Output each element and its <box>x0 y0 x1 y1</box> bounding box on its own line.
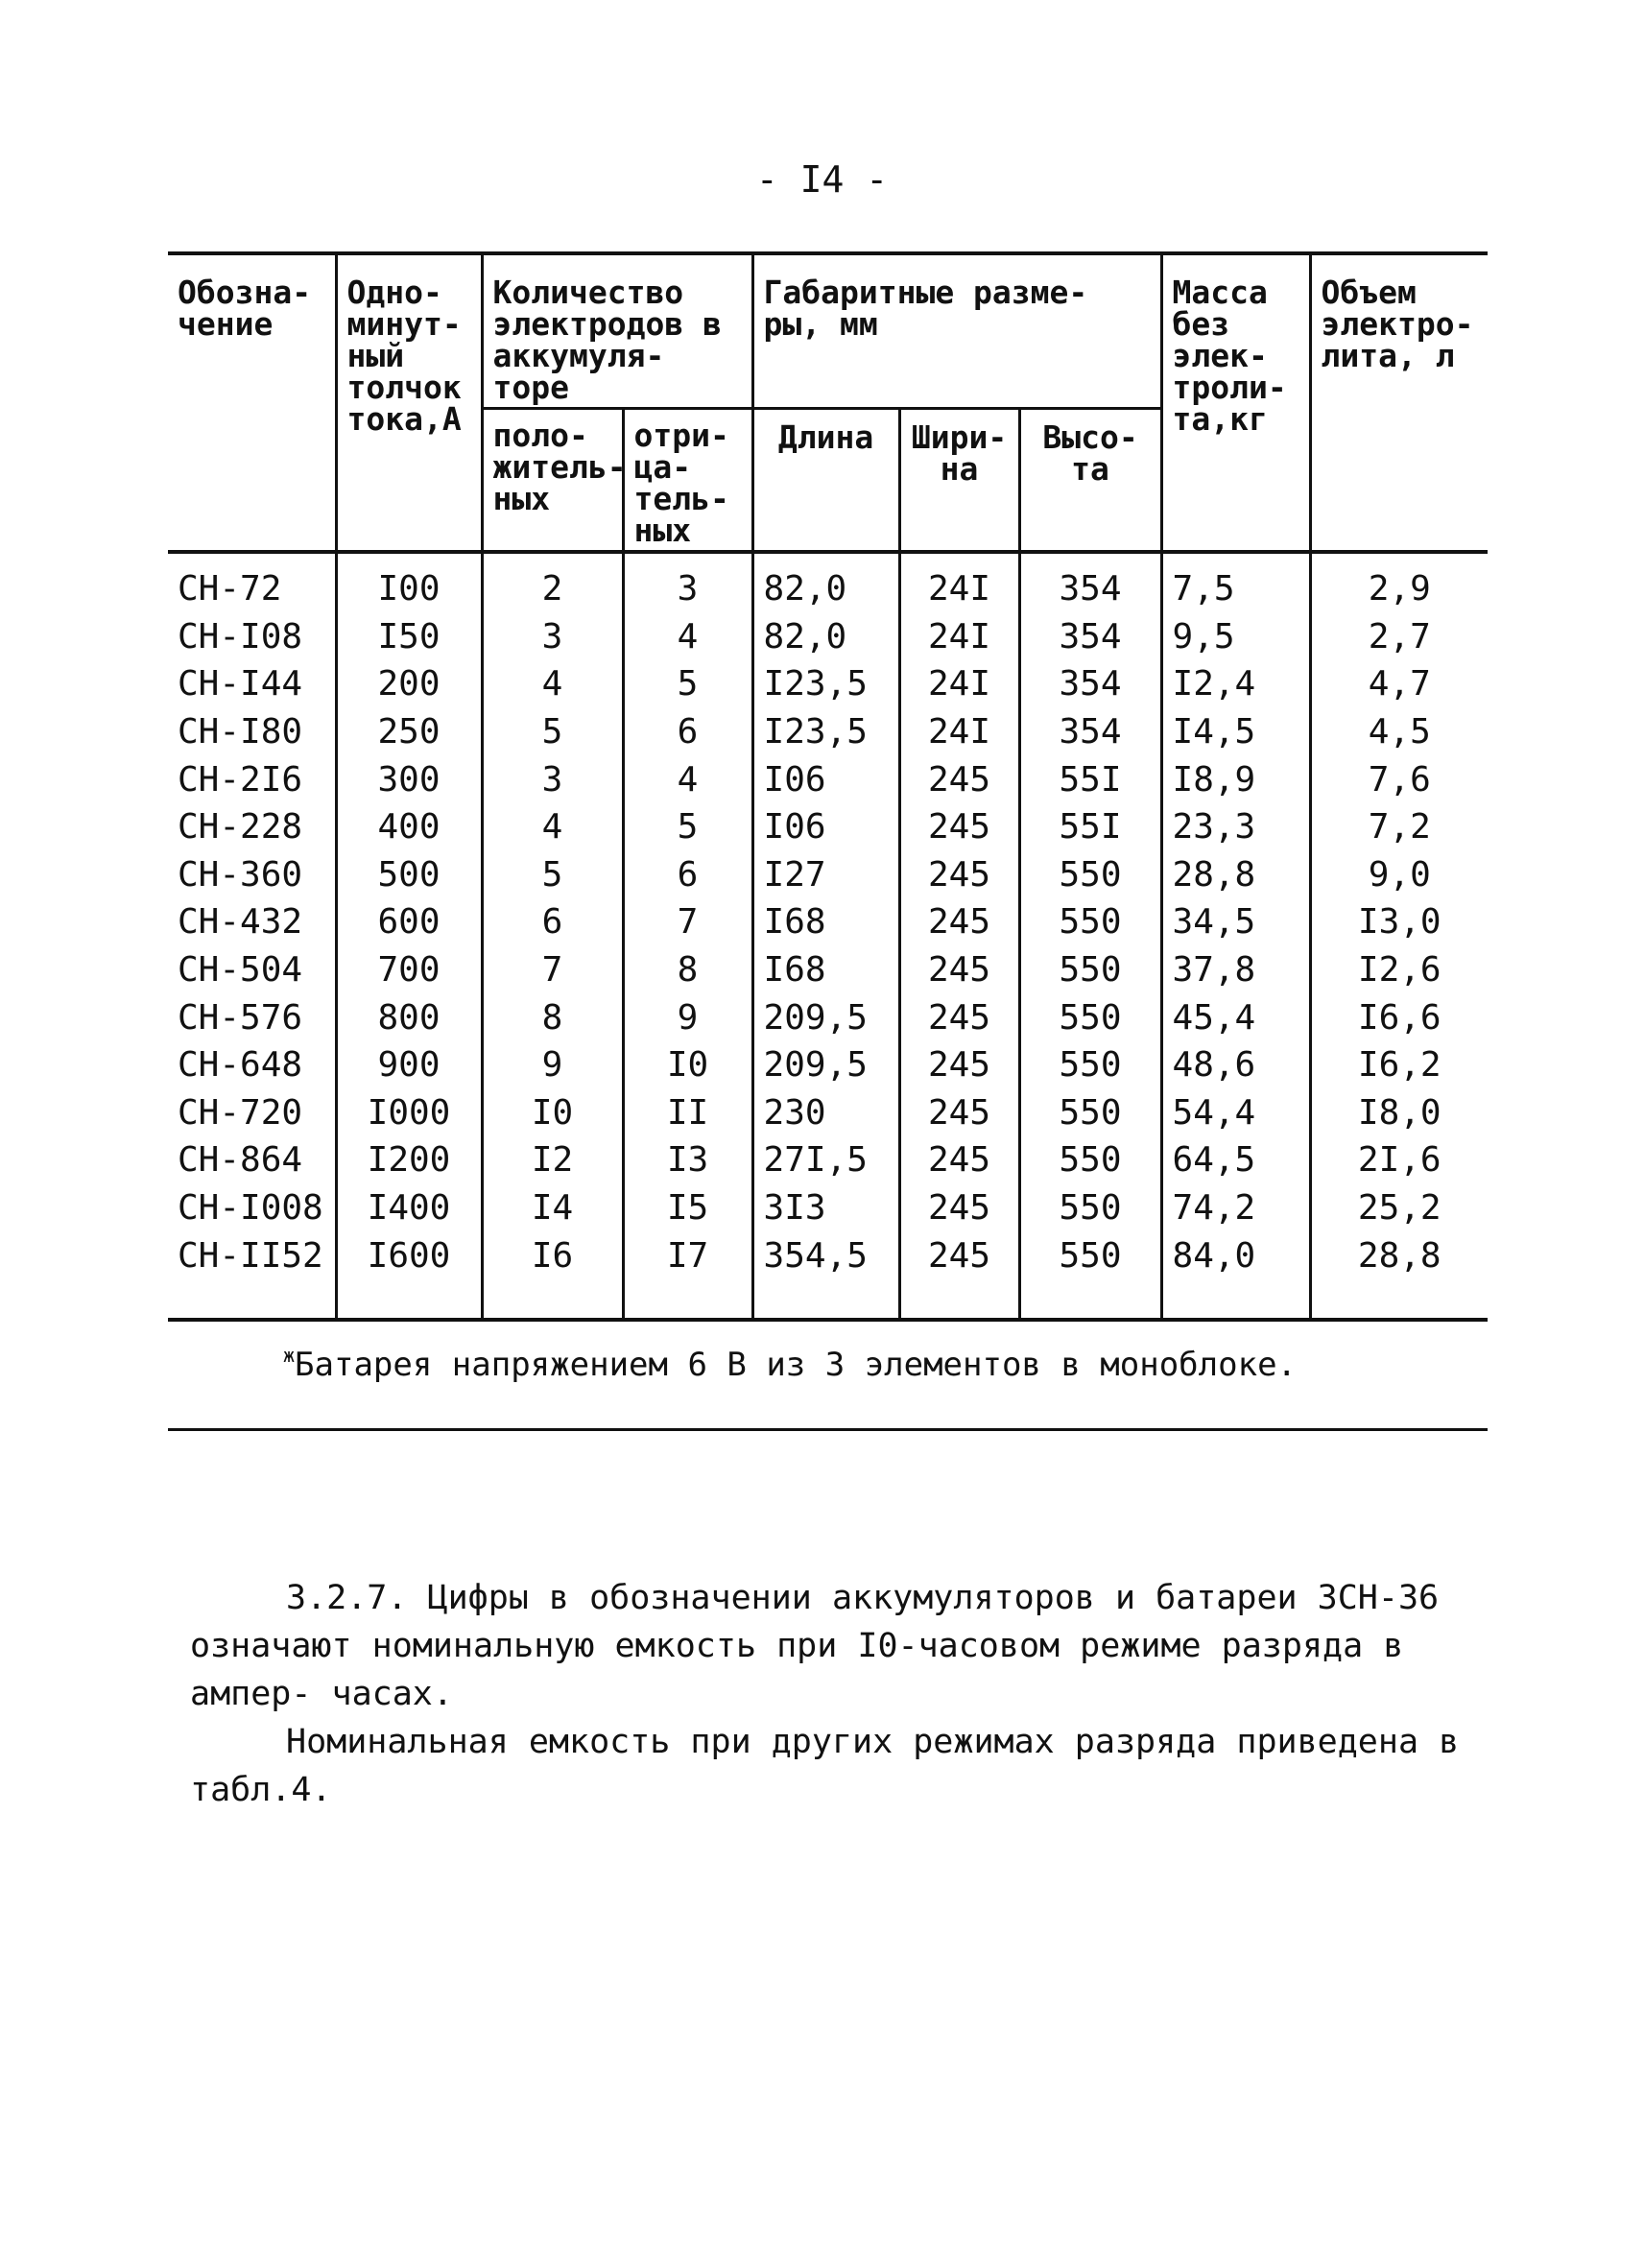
cell-current: 600 <box>336 898 482 946</box>
cell-length: I23,5 <box>752 708 899 756</box>
cell-designation: СН-II52 <box>168 1231 336 1279</box>
cell-positive: 4 <box>482 660 623 708</box>
cell-width: 24I <box>899 552 1019 613</box>
cell-negative: 6 <box>623 708 752 756</box>
cell-volume: 2I,6 <box>1310 1136 1488 1184</box>
cell-mass: 84,0 <box>1161 1231 1310 1279</box>
spacer-cell <box>1310 1279 1488 1320</box>
table-row <box>168 1089 1488 1137</box>
cell-positive: 4 <box>482 803 623 851</box>
spacer-cell <box>168 1279 336 1320</box>
cell-volume: 7,6 <box>1310 755 1488 803</box>
table-row <box>168 660 1488 708</box>
cell-length: I23,5 <box>752 660 899 708</box>
spacer-cell <box>752 1279 899 1320</box>
cell-negative: 4 <box>623 613 752 661</box>
cell-height: 550 <box>1019 993 1161 1041</box>
cell-length: 230 <box>752 1089 899 1137</box>
cell-height: 354 <box>1019 552 1161 613</box>
cell-height: 550 <box>1019 1136 1161 1184</box>
cell-length: I27 <box>752 851 899 899</box>
cell-length: 209,5 <box>752 993 899 1041</box>
cell-designation: СН-228 <box>168 803 336 851</box>
cell-volume: 2,9 <box>1310 552 1488 613</box>
cell-mass: 54,4 <box>1161 1089 1310 1137</box>
cell-positive: I0 <box>482 1089 623 1137</box>
table-bottom-spacer <box>168 1279 1488 1320</box>
cell-height: 550 <box>1019 1089 1161 1137</box>
cell-width: 245 <box>899 1041 1019 1089</box>
cell-mass: 7,5 <box>1161 552 1310 613</box>
battery-spec-table <box>168 251 1488 1322</box>
cell-designation: СН-I08 <box>168 613 336 661</box>
cell-length: I68 <box>752 946 899 994</box>
cell-designation: СН-72 <box>168 552 336 613</box>
cell-volume: 7,2 <box>1310 803 1488 851</box>
cell-negative: I5 <box>623 1184 752 1232</box>
table-body <box>168 552 1488 1320</box>
cell-height: 354 <box>1019 708 1161 756</box>
header-designation: Обозна- чение <box>168 253 336 552</box>
table-row <box>168 803 1488 851</box>
cell-mass: I4,5 <box>1161 708 1310 756</box>
cell-negative: 6 <box>623 851 752 899</box>
cell-negative: 4 <box>623 755 752 803</box>
cell-positive: 5 <box>482 708 623 756</box>
cell-mass: 74,2 <box>1161 1184 1310 1232</box>
cell-height: 354 <box>1019 660 1161 708</box>
cell-volume: 25,2 <box>1310 1184 1488 1232</box>
cell-current: I50 <box>336 613 482 661</box>
cell-volume: I6,6 <box>1310 993 1488 1041</box>
cell-designation: СН-864 <box>168 1136 336 1184</box>
cell-mass: I8,9 <box>1161 755 1310 803</box>
cell-positive: 3 <box>482 755 623 803</box>
table-row <box>168 851 1488 899</box>
header-electrolyte-volume: Объем электро- лита, л <box>1310 253 1488 552</box>
cell-volume: I6,2 <box>1310 1041 1488 1089</box>
cell-current: 700 <box>336 946 482 994</box>
cell-current: 250 <box>336 708 482 756</box>
cell-width: 245 <box>899 946 1019 994</box>
cell-volume: 28,8 <box>1310 1231 1488 1279</box>
cell-designation: СН-432 <box>168 898 336 946</box>
footnote-text: Батарея напряжением 6 В из 3 элементов в моноблоке. <box>295 1346 1298 1384</box>
table-row <box>168 1041 1488 1089</box>
spacer-cell <box>623 1279 752 1320</box>
cell-negative: I3 <box>623 1136 752 1184</box>
cell-current: I00 <box>336 552 482 613</box>
table-row <box>168 993 1488 1041</box>
table-row <box>168 1136 1488 1184</box>
cell-width: 245 <box>899 755 1019 803</box>
cell-negative: I7 <box>623 1231 752 1279</box>
cell-current: 300 <box>336 755 482 803</box>
header-one-minute-current: Одно- минут- ный толчок тока,А <box>336 253 482 552</box>
cell-positive: 5 <box>482 851 623 899</box>
header-length: Длина <box>752 409 899 553</box>
footnote-rule <box>168 1428 1488 1431</box>
cell-length: 354,5 <box>752 1231 899 1279</box>
table-row <box>168 898 1488 946</box>
cell-positive: 7 <box>482 946 623 994</box>
cell-designation: СН-2I6 <box>168 755 336 803</box>
cell-volume: 4,5 <box>1310 708 1488 756</box>
cell-length: 27I,5 <box>752 1136 899 1184</box>
cell-height: 550 <box>1019 1041 1161 1089</box>
cell-height: 550 <box>1019 898 1161 946</box>
cell-designation: СН-504 <box>168 946 336 994</box>
paragraph-text: Номинальная емкость при других режимах разряда приведена в табл.4. <box>190 1723 1460 1809</box>
paragraph-text: 3.2.7. Цифры в обозначении аккумуляторов и батареи 3СН-36 означают номинальную емкость при I0-часовом режиме разряда в ампер- часах. <box>190 1579 1440 1713</box>
cell-positive: I4 <box>482 1184 623 1232</box>
cell-positive: 6 <box>482 898 623 946</box>
cell-mass: 37,8 <box>1161 946 1310 994</box>
table-row <box>168 946 1488 994</box>
cell-current: I400 <box>336 1184 482 1232</box>
cell-current: I200 <box>336 1136 482 1184</box>
cell-height: 550 <box>1019 1184 1161 1232</box>
cell-height: 550 <box>1019 946 1161 994</box>
cell-volume: 4,7 <box>1310 660 1488 708</box>
cell-current: 900 <box>336 1041 482 1089</box>
cell-mass: 23,3 <box>1161 803 1310 851</box>
cell-width: 245 <box>899 1089 1019 1137</box>
paragraph-3-2-7 <box>190 1574 1466 1718</box>
cell-negative: 3 <box>623 552 752 613</box>
table-row <box>168 613 1488 661</box>
cell-width: 245 <box>899 803 1019 851</box>
cell-width: 24I <box>899 708 1019 756</box>
cell-mass: 28,8 <box>1161 851 1310 899</box>
cell-positive: I2 <box>482 1136 623 1184</box>
cell-volume: I8,0 <box>1310 1089 1488 1137</box>
cell-positive: 3 <box>482 613 623 661</box>
cell-volume: 2,7 <box>1310 613 1488 661</box>
cell-width: 24I <box>899 660 1019 708</box>
cell-designation: СН-720 <box>168 1089 336 1137</box>
cell-width: 245 <box>899 1136 1019 1184</box>
cell-negative: 8 <box>623 946 752 994</box>
cell-length: 3I3 <box>752 1184 899 1232</box>
cell-current: 200 <box>336 660 482 708</box>
cell-designation: СН-I008 <box>168 1184 336 1232</box>
cell-width: 245 <box>899 898 1019 946</box>
cell-current: 500 <box>336 851 482 899</box>
header-height: Высо- та <box>1019 409 1161 553</box>
cell-volume: I3,0 <box>1310 898 1488 946</box>
cell-mass: 48,6 <box>1161 1041 1310 1089</box>
footnote <box>168 1344 1488 1384</box>
cell-height: 55I <box>1019 803 1161 851</box>
cell-designation: СН-360 <box>168 851 336 899</box>
cell-negative: II <box>623 1089 752 1137</box>
cell-height: 55I <box>1019 755 1161 803</box>
cell-mass: I2,4 <box>1161 660 1310 708</box>
cell-width: 245 <box>899 851 1019 899</box>
cell-length: I68 <box>752 898 899 946</box>
cell-designation: СН-648 <box>168 1041 336 1089</box>
cell-current: I000 <box>336 1089 482 1137</box>
cell-negative: 5 <box>623 803 752 851</box>
footnote-mark: ж <box>283 1344 296 1367</box>
cell-current: I600 <box>336 1231 482 1279</box>
spacer-cell <box>482 1279 623 1320</box>
cell-negative: I0 <box>623 1041 752 1089</box>
cell-positive: 8 <box>482 993 623 1041</box>
cell-current: 800 <box>336 993 482 1041</box>
cell-negative: 9 <box>623 993 752 1041</box>
cell-designation: СН-576 <box>168 993 336 1041</box>
header-mass: Масса без элек- троли- та,кг <box>1161 253 1310 552</box>
table-row <box>168 1231 1488 1279</box>
spacer-cell <box>899 1279 1019 1320</box>
cell-positive: 9 <box>482 1041 623 1089</box>
cell-height: 550 <box>1019 851 1161 899</box>
cell-positive: 2 <box>482 552 623 613</box>
cell-mass: 64,5 <box>1161 1136 1310 1184</box>
header-width: Шири- на <box>899 409 1019 553</box>
cell-volume: 9,0 <box>1310 851 1488 899</box>
table-row <box>168 552 1488 613</box>
spacer-cell <box>336 1279 482 1320</box>
header-positive: поло- житель- ных <box>482 409 623 553</box>
cell-mass: 45,4 <box>1161 993 1310 1041</box>
cell-negative: 7 <box>623 898 752 946</box>
cell-length: I06 <box>752 803 899 851</box>
cell-current: 400 <box>336 803 482 851</box>
cell-width: 245 <box>899 1184 1019 1232</box>
cell-mass: 9,5 <box>1161 613 1310 661</box>
header-electrode-count: Количество электродов в аккумуля- торе <box>482 253 752 409</box>
spacer-cell <box>1161 1279 1310 1320</box>
cell-length: I06 <box>752 755 899 803</box>
cell-designation: СН-I44 <box>168 660 336 708</box>
spacer-cell <box>1019 1279 1161 1320</box>
cell-width: 24I <box>899 613 1019 661</box>
page-number: - I4 - <box>755 158 889 201</box>
cell-length: 82,0 <box>752 552 899 613</box>
header-dimensions: Габаритные разме- ры, мм <box>752 253 1161 409</box>
cell-length: 82,0 <box>752 613 899 661</box>
cell-volume: I2,6 <box>1310 946 1488 994</box>
cell-negative: 5 <box>623 660 752 708</box>
cell-designation: СН-I80 <box>168 708 336 756</box>
cell-height: 550 <box>1019 1231 1161 1279</box>
cell-width: 245 <box>899 1231 1019 1279</box>
table-row <box>168 708 1488 756</box>
cell-mass: 34,5 <box>1161 898 1310 946</box>
paragraph-nominal-capacity <box>190 1718 1466 1814</box>
table-row <box>168 755 1488 803</box>
cell-width: 245 <box>899 993 1019 1041</box>
cell-height: 354 <box>1019 613 1161 661</box>
header-negative: отри- ца- тель- ных <box>623 409 752 553</box>
table-row <box>168 1184 1488 1232</box>
cell-positive: I6 <box>482 1231 623 1279</box>
cell-length: 209,5 <box>752 1041 899 1089</box>
